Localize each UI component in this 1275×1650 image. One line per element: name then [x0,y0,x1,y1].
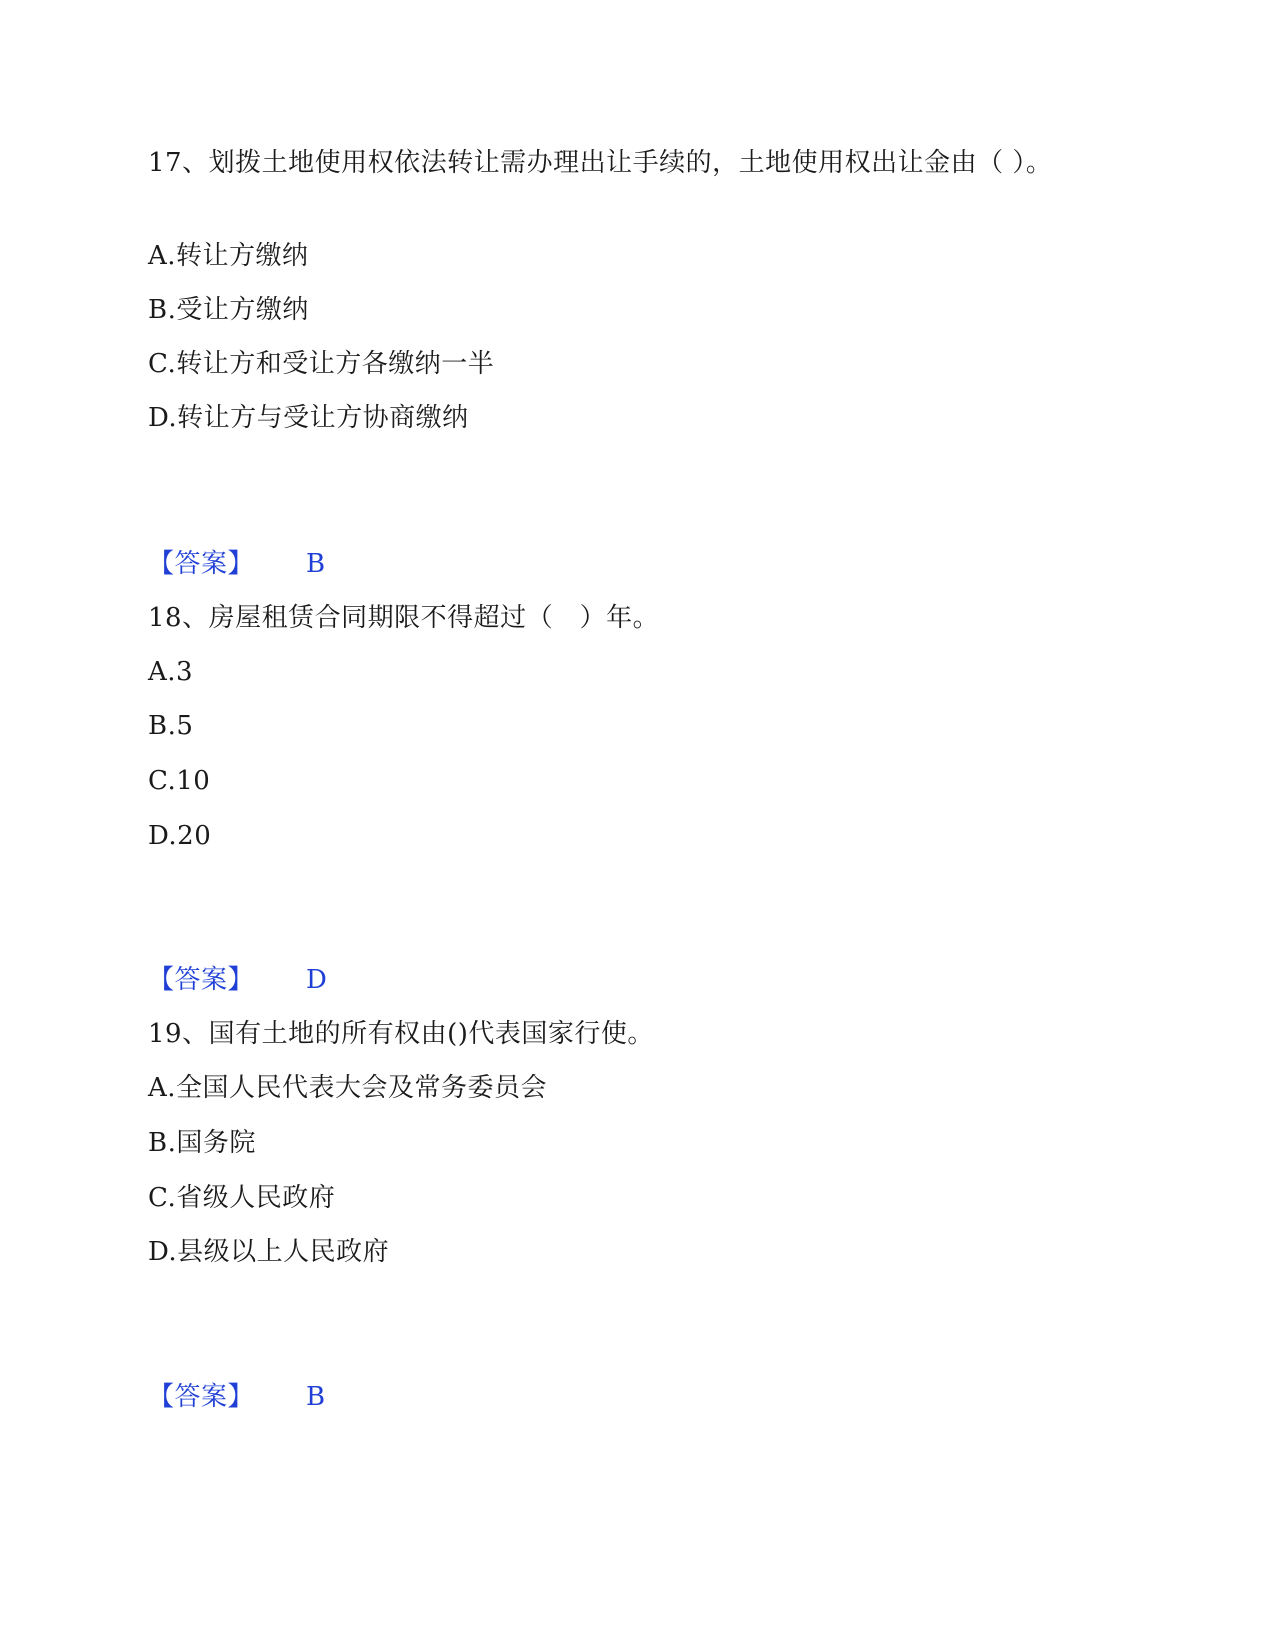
question-18-option-b: B.5 [148,711,194,741]
question-18-option-d: D.20 [148,821,212,851]
question-19-option-c: C.省级人民政府 [148,1183,336,1213]
question-18-option-c: C.10 [148,766,211,796]
question-18-text: 18、房屋租赁合同期限不得超过（ ）年。 [148,603,660,633]
question-19-text: 19、国有土地的所有权由()代表国家行使。 [148,1019,654,1049]
answer-value: D [306,965,328,995]
answer-value: B [306,549,326,579]
question-17-answer [148,544,326,584]
question-18-option-a: A.3 [148,657,194,687]
question-17-option-b: B.受让方缴纳 [148,295,309,325]
answer-label: 【答案】 [148,549,255,579]
answer-value: B [306,1382,326,1412]
question-19-option-d: D.县级以上人民政府 [148,1237,390,1267]
question-18-answer [148,960,327,1000]
answer-label: 【答案】 [148,965,255,995]
question-19-option-a: A.全国人民代表大会及常务委员会 [148,1073,548,1103]
answer-label: 【答案】 [148,1382,255,1412]
question-17-option-c: C.转让方和受让方各缴纳一半 [148,349,495,379]
question-19-option-b: B.国务院 [148,1128,256,1158]
question-19-answer [148,1377,326,1417]
question-17-text: 17、划拨土地使用权依法转让需办理出让手续的，土地使用权出让金由（ ）。 [148,148,1053,178]
question-17-option-a: A.转让方缴纳 [148,241,309,271]
question-17-option-d: D.转让方与受让方协商缴纳 [148,403,469,433]
